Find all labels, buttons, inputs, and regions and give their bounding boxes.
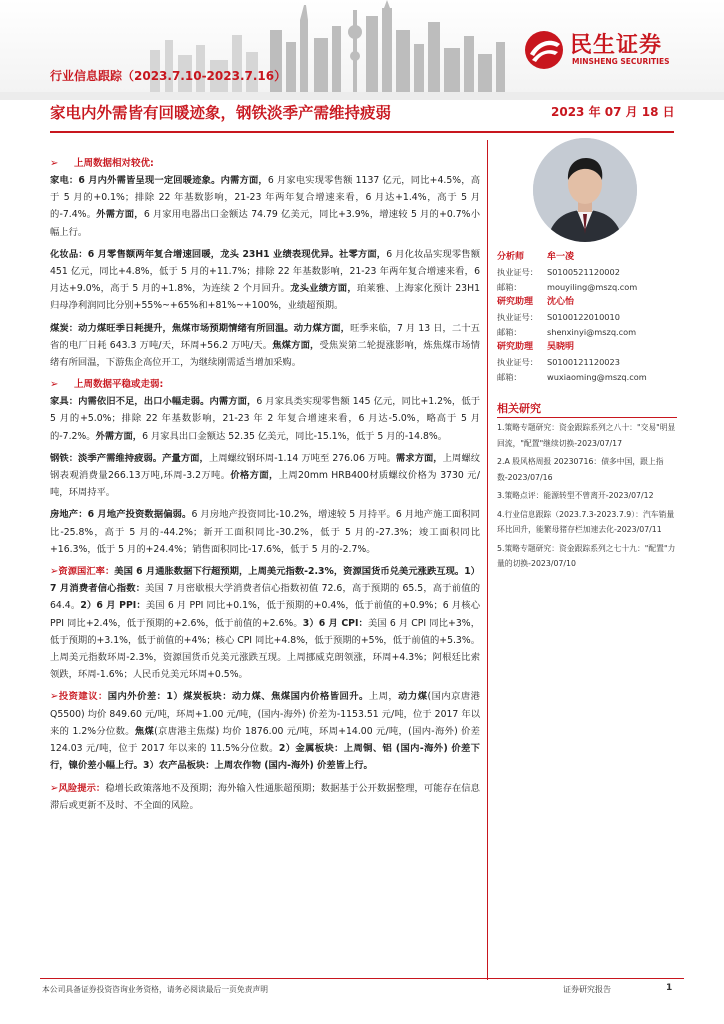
person-portrait-icon [533,138,637,242]
minsheng-logo [524,28,704,74]
page-number: 1 [666,983,673,993]
analyst-photo [533,138,637,242]
section-header-weaker [50,376,480,393]
arrow-icon: ➢ [50,566,59,578]
analyst-row: 研究助理 沈心怡 [497,297,575,307]
paragraph-fx: ➢资源国汇率：美国 6 月通胀数据下行超预期，上周美元指数-2.3%，资源国货币兑美元涨跌互现。1）7 月消费者信心指数：美国 7 月密歇根大学消费者信心指数初值 72.6，高于预期的 65.5，高于前值的 64.4。2）6 月 PPI：美国 6 月 PPI 同比+0.1%，低于预期的+0.4%，低于前值的+0.9%；6 月核心 PPI 同比+2.4%，低于预期的+2.6%，低于前值的+2.6%。3）6 月 CPI：美国 6 月 CPI 同比+3%，低于预期的+3.1%，低于前值的+4%；核心 CPI 同比+4.8%，低于预期的+5%，低于前值的+5.3%。上周美元指数环周-2.3%，资源国货币兑美元涨跌互现。上周挪威克朗领涨，环周+4.3%；阿根廷比索领跌，环周-1.6%；人民币兑美元环周+0.5%。 [50,566,481,681]
section-title: 上周数据相对较优: [74,157,154,169]
paragraph-coal: 煤炭：动力煤旺季日耗提升，焦煤市场预期情绪有所回温。动力煤方面，旺季来临，7 月 13 日，二十五省的电厂日耗 643.3 万吨/天，环周+56.2 万吨/天。焦煤方面，受焦炭第二轮提涨影响，炼焦煤市场情绪有所回温，下游焦企高位开工，为继续刚需适当增加采购。 [50,322,480,369]
arrow-icon: ➢ [50,782,59,794]
main-content [50,155,480,819]
section-header-better [50,155,480,172]
analyst-email[interactable]: 邮箱： mouyiling@mszq.com [497,282,638,292]
report-title: 家电内外需皆有回暖迹象，钢铁淡季产需维持疲弱 [50,104,392,122]
analyst-list [497,250,687,385]
related-item[interactable]: 5.策略专题研究：资金跟踪系列之七十九："配置"力量的切换-2023/07/10 [497,543,676,568]
paragraph-risk: ➢风险提示：稳增长政策落地不及预期；海外输入性通胀超预期；数据基于公开数据整理，可能存在信息滞后或更新不及时、不全面的风险。 [50,782,480,811]
title-divider [50,131,674,133]
related-item[interactable]: 4.行业信息跟踪（2023.7.3-2023.7.9）：汽车销量环比回升，能繁母猪存栏加速去化-2023/07/11 [497,509,675,534]
arrow-icon: ➢ [50,379,59,391]
column-divider [487,140,488,980]
logo-chinese-text: 民生证券 [570,33,663,58]
arrow-icon: ➢ [50,691,59,703]
paragraph-steel: 钢铁：淡季产需维持疲弱。产量方面，上周螺纹钢环周-1.14 万吨至 276.06 万吨。需求方面，上周螺纹钢表观消费量266.13万吨,环周-3.2万吨。价格方面，上周20mm HRB400材质螺纹价格为 3730 元/吨，环周持平。 [50,452,480,499]
paragraph-cosmetics: 化妆品：6 月零售额两年复合增速回暖，龙头 23H1 业绩表现优异。社零方面，6 月化妆品实现零售额 451 亿元，同比+4.8%，低于 5 月的+11.7%；排除 22 年基数影响，21-23 年两年复合增速来看，6 月达+9.0%，高于 5 月的+1.8%，为连续 2 个月回升。龙头业绩方面，珀莱雅、上海家化预计 23H1 归母净利润同比分别+55%~+65%和+81%~+100%，业绩超预期。 [50,248,480,312]
analyst-email[interactable]: 邮箱： wuxiaoming@mszq.com [497,372,647,382]
related-divider [497,417,677,418]
footer-label: 证券研究报告 [563,985,611,994]
footer-disclaimer: 本公司具备证券投资咨询业务资格，请务必阅读最后一页免责声明 [42,985,269,994]
report-type: 行业信息跟踪（2023.7.10-2023.7.16） [50,69,287,83]
analyst-cert: 执业证号： S0100122010010 [497,312,620,322]
paragraph-investment: ➢投资建议：国内外价差：1）煤炭板块：动力煤、焦煤国内价格皆回升。上周，动力煤(国内京唐港 Q5500) 均价 849.60 元/吨，环周+1.00 元/吨，(国内-海外) 价差为-1153.51 元/吨，位于 2017 年以来的 1.2%分位数。焦煤(京唐港主焦煤) 均价 1876.00 元/吨，环周+14.00 元/吨，(国内-海外) 价差 124.03 元/吨，位于 2017 年以来的 11.5%分位数。2）金属板块：上周铜、铝 (国内-海外) 价差下行，镍价差小幅上行。3）农产品板块：上周农作物 (国内-海外) 价差皆上行。 [50,691,480,772]
analyst-cert: 执业证号： S0100121120023 [497,357,620,367]
related-research-title: 相关研究 [497,402,541,415]
related-research-list [497,420,679,575]
analyst-row: 研究助理 吴晓明 [497,342,575,352]
paragraph-appliance: 家电：6 月内外需皆呈现一定回暖迹象。内需方面，6 月家电实现零售额 1137 亿元，同比+4.5%，高于 5 月的+0.1%；排除 22 年基数影响，21-23 年两年复合增速来看，6 月达+1.4%，高于 5 月的-7.4%。外需方面，6 月家用电器出口金额达 74.79 亿美元，同比+3.9%，增速较 5 月的+0.7%小幅上行。 [50,175,480,238]
arrow-icon: ➢ [50,157,59,169]
footer-divider [40,978,684,979]
logo-english-text: MINSHENG SECURITIES [572,57,670,66]
header-banner [0,0,724,100]
paragraph-real-estate: 房地产：6 月地产投资数据偏弱。6 月房地产投资同比-10.2%，增速较 5 月持平。6 月地产施工面积同比-25.8%，高于 5 月的-44.2%；新开工面积同比-30.2%，低于 5 月的-27.3%；竣工面积同比+16.3%，低于 5 月的+24.4%；销售面积同比-17.6%，低于 5 月的-2.7%。 [50,509,480,555]
related-item[interactable]: 2.A 股风格周报 20230716：债多中国，跟上指数-2023/07/16 [497,457,664,482]
related-item[interactable]: 3.策略点评：能源转型不曾离开-2023/07/12 [497,491,654,500]
related-item[interactable]: 1.策略专题研究：资金跟踪系列之八十："交易"明显回流，"配置"继续切换-2023/07/17 [497,423,676,448]
minsheng-logo-mark-icon [524,30,564,70]
section-title: 上周数据平稳或走弱: [74,379,164,391]
paragraph-furniture: 家具：内需依旧不足，出口小幅走弱。内需方面，6 月家具类实现零售额 145 亿元，同比+1.2%，低于 5 月的+5.0%；排除 22 年基数影响，21-23 年 2 年复合增速来看，6 月达-5.0%，略高于 5 月的-7.2%。外需方面，6 月家具出口金额达 52.35 亿美元，同比-15.1%，低于 5 月的-14.8%。 [50,396,480,442]
analyst-cert: 执业证号： S0100521120002 [497,267,620,277]
analyst-row: 分析师 牟一凌 [497,252,575,262]
report-date: 2023 年 07 月 18 日 [551,105,675,119]
analyst-email[interactable]: 邮箱： shenxinyi@mszq.com [497,327,637,337]
